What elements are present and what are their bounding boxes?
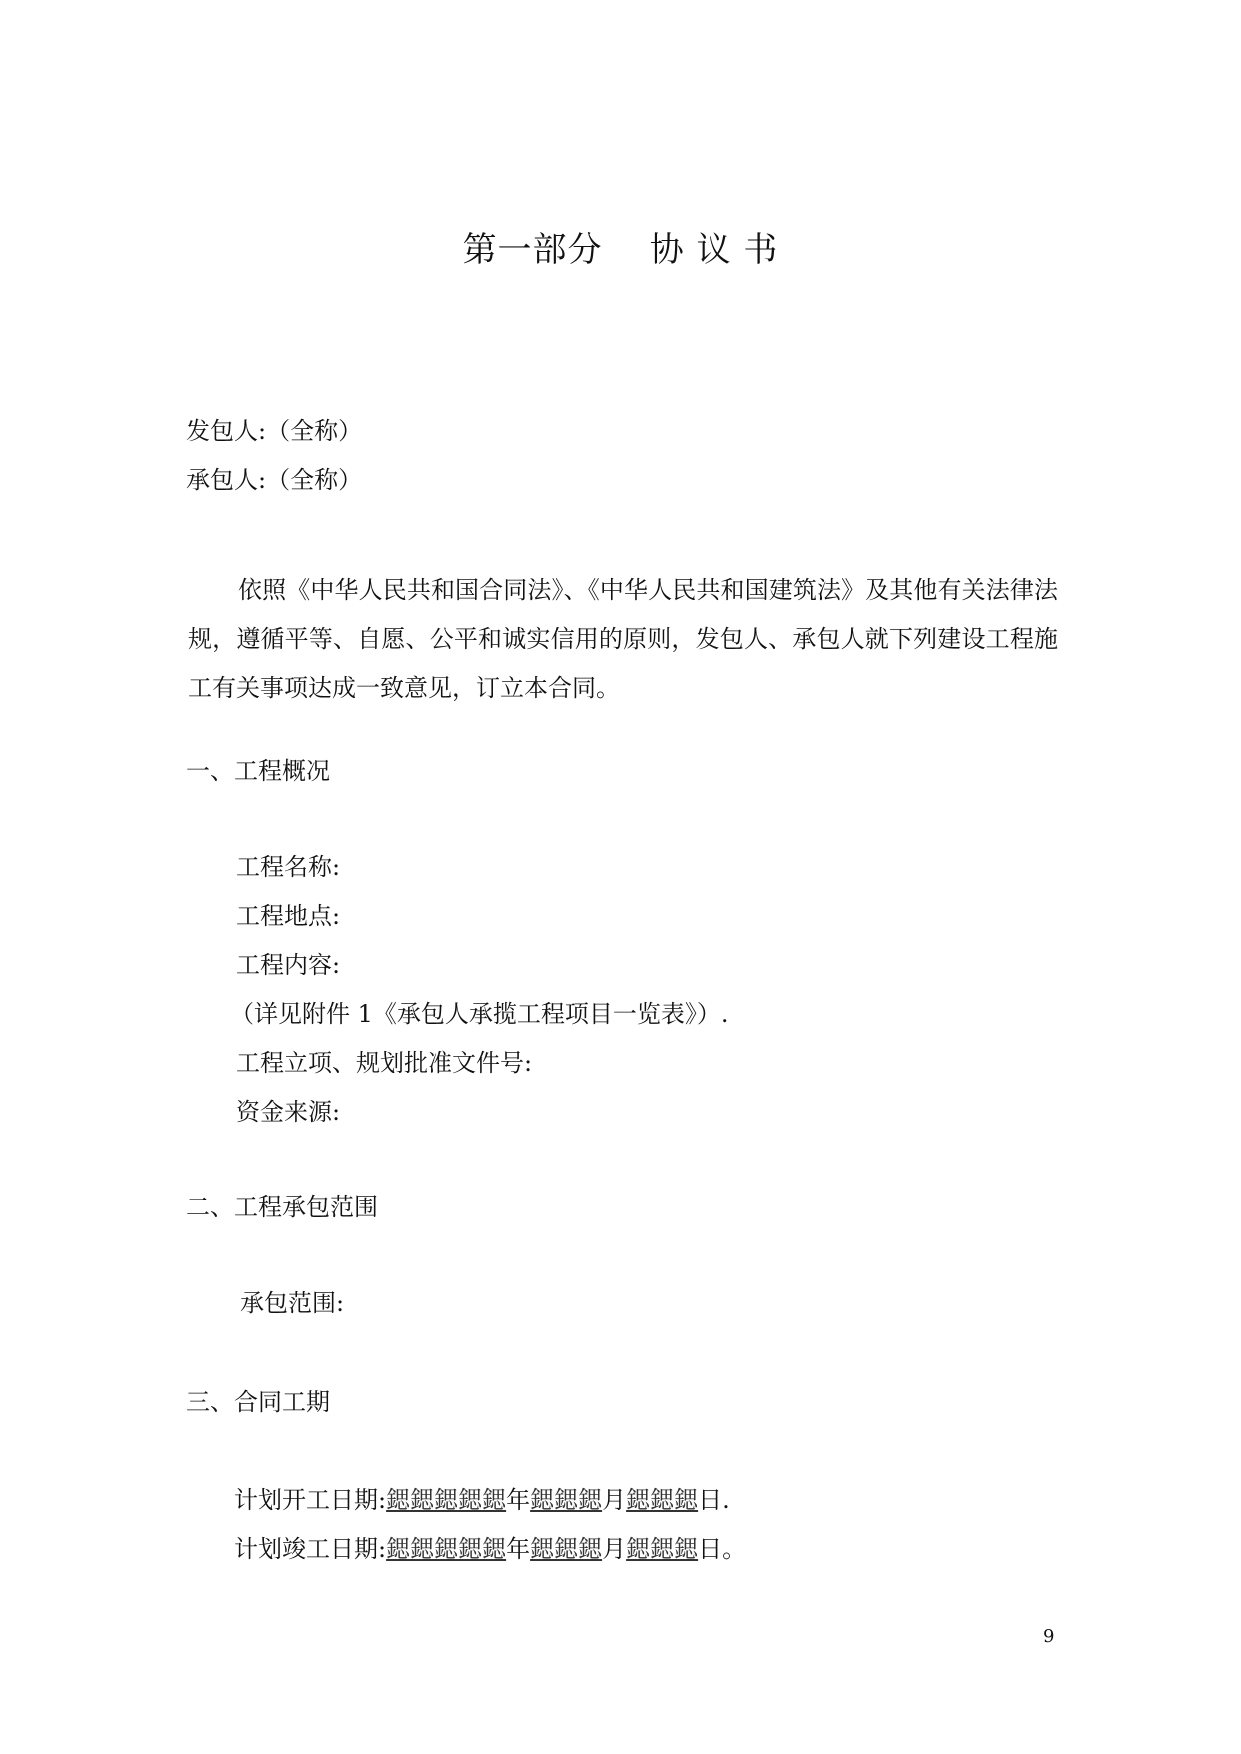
start-month-blank: 鍶鍶鍶 <box>530 1486 603 1514</box>
section1-heading: 一、工程概况 <box>186 757 330 785</box>
attachment-note-line: （详见附件 1《承包人承揽工程项目一览表》）. <box>230 1000 729 1028</box>
funding-source-line: 资金来源: <box>236 1098 341 1126</box>
day-label: 日。 <box>698 1535 747 1563</box>
end-day-blank: 鍶鍶鍶 <box>626 1535 699 1563</box>
year-label: 年 <box>506 1486 531 1514</box>
project-name-line: 工程名称: <box>236 853 341 881</box>
section3-heading: 三、合同工期 <box>186 1388 330 1416</box>
project-content-line: 工程内容: <box>236 951 341 979</box>
year-label: 年 <box>506 1535 531 1563</box>
approval-number-line: 工程立项、规划批准文件号: <box>236 1049 533 1077</box>
start-date-label: 计划开工日期: <box>234 1486 387 1514</box>
start-day-blank: 鍶鍶鍶 <box>626 1486 699 1514</box>
start-year-blank: 鍶鍶鍶鍶鍶 <box>386 1486 507 1514</box>
page-title: 第一部分 协 议 书 <box>462 230 779 270</box>
planned-start-date-line <box>234 1485 730 1515</box>
scope-line: 承包范围: <box>240 1289 345 1317</box>
end-month-blank: 鍶鍶鍶 <box>530 1535 603 1563</box>
day-label: 日. <box>698 1486 730 1514</box>
planned-completion-date-line <box>234 1534 746 1564</box>
page-number: 9 <box>1043 1626 1055 1647</box>
month-label: 月 <box>602 1535 627 1563</box>
employer-line: 发包人:（全称） <box>186 417 363 445</box>
end-year-blank: 鍶鍶鍶鍶鍶 <box>386 1535 507 1563</box>
contractor-line: 承包人:（全称） <box>186 466 363 494</box>
end-date-label: 计划竣工日期: <box>234 1535 387 1563</box>
project-location-line: 工程地点: <box>236 902 341 930</box>
month-label: 月 <box>602 1486 627 1514</box>
section2-heading: 二、工程承包范围 <box>186 1193 378 1221</box>
intro-paragraph: 依照《中华人民共和国合同法》、《中华人民共和国建筑法》及其他有关法律法规，遵循平等、自愿、公平和诚实信用的原则，发包人、承包人就下列建设工程施工有关事项达成一致意见，订立本合同。 <box>188 576 1058 702</box>
